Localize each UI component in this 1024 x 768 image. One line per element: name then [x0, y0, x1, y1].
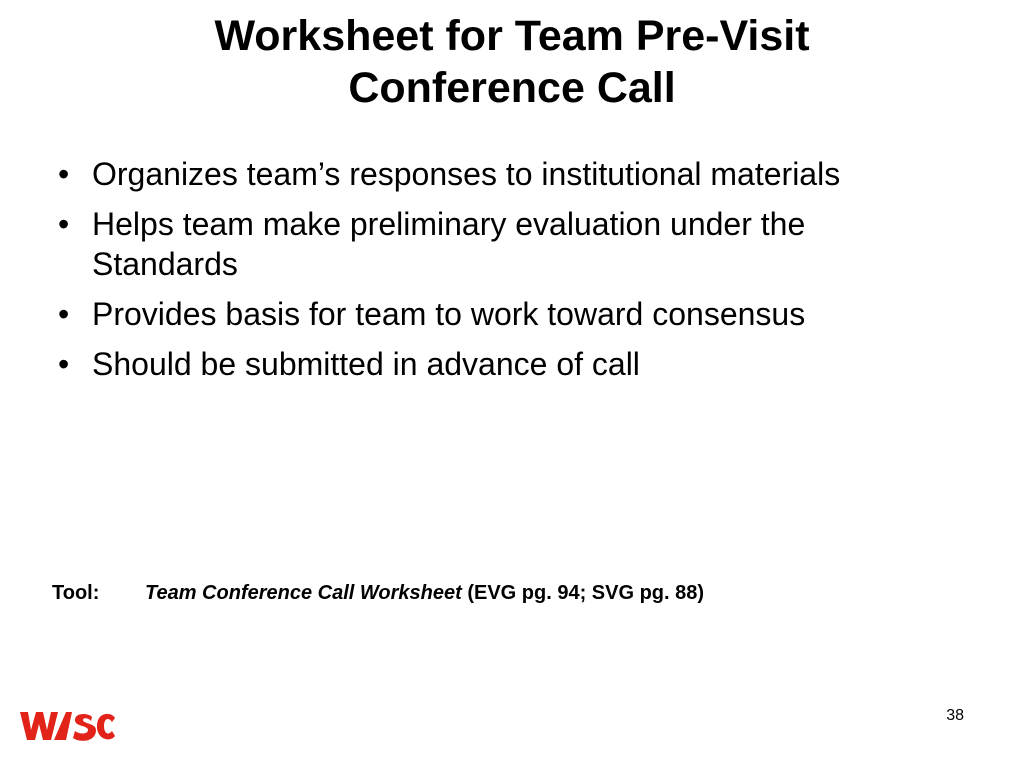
bullet-dot-icon: • [58, 346, 70, 382]
bullet-text: Organizes team’s responses to institutional materials [92, 156, 841, 192]
bullet-text: Should be submitted in advance of call [92, 346, 640, 382]
bullet-dot-icon: • [58, 296, 70, 332]
bullet-dot-icon: • [58, 206, 70, 242]
bullet-item [58, 204, 958, 284]
slide-title-line-1: Worksheet for Team Pre-Visit [214, 12, 810, 60]
bullet-dot-icon: • [58, 156, 70, 192]
tool-name: Team Conference Call Worksheet [145, 582, 462, 604]
slide-title-line-2: Conference Call [348, 64, 676, 112]
tool-label: Tool: [52, 582, 100, 604]
bullet-item [58, 294, 958, 334]
bullet-text: Provides basis for team to work toward consensus [92, 296, 806, 332]
wasc-logo-icon [20, 708, 116, 744]
slide-title [80, 10, 944, 114]
bullet-item [58, 344, 958, 384]
page-number: 38 [946, 707, 964, 724]
bullet-list [58, 154, 958, 394]
bullet-item [58, 154, 958, 194]
bullet-text: Helps team make preliminary evaluation under the Standards [92, 206, 806, 282]
tool-page-reference: (EVG pg. 94; SVG pg. 88) [461, 582, 705, 604]
tool-reference [52, 580, 704, 606]
